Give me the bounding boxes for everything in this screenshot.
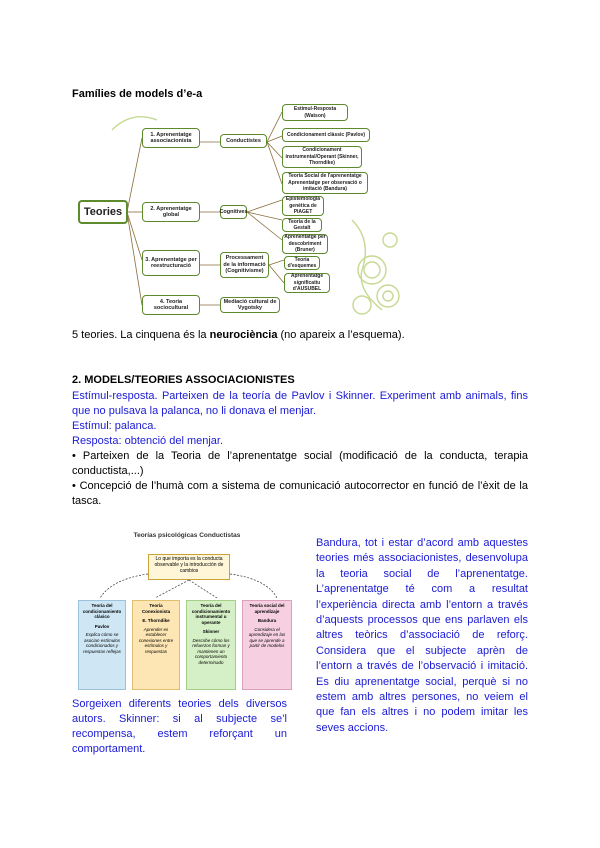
pic-col-text: Describe cómo los refuerzos forman y mantienen un comportamiento determinado xyxy=(192,637,230,665)
leaf-3: Condicionament instrumental/Operant (Skinner, Thorndike) xyxy=(282,146,362,168)
behaviorist-theories-image xyxy=(72,524,302,696)
leaf-4: Teoria Social de l'aprenentatge Aprenentatge per observació o imitació (Bandura) xyxy=(282,172,368,194)
page-heading: Famílies de models d’e-a xyxy=(72,88,203,100)
mid-2: Cognitives xyxy=(220,205,247,219)
branch-3: 3. Aprenentatge per reestructuració xyxy=(142,250,200,276)
pic-col-text: Aprender es establecer conexiones entre estímulos y respuestas xyxy=(138,626,174,654)
leaf-2: Condicionament clàssic (Pavlov) xyxy=(282,128,370,142)
pic-col-name: E. Thorndike xyxy=(142,618,170,623)
pic-col-head: Teoría social del aprendizaje xyxy=(249,603,285,614)
mid-3: Processament de la informació (Cognitivisme) xyxy=(220,252,269,278)
pic-col-name: Skinner xyxy=(202,629,220,634)
section-title: 2. MODELS/TEORIES ASSOCIACIONISTES xyxy=(72,374,295,386)
pic-col-3 xyxy=(186,600,236,690)
pic-title: Teorías psicológicas Conductistas xyxy=(133,532,241,539)
pic-col-name: Bandura xyxy=(257,618,277,623)
image-caption: Sorgeixen diferents teories dels diversos autors. Skinner: si al subjecte se’l recompensa, estem reforçant un comportament. xyxy=(72,698,287,755)
pic-col-name: Pavlov xyxy=(94,623,110,629)
caption-text: 5 teories. La cinquena és la xyxy=(72,329,210,341)
paragraph-response: Resposta: obtenció del menjar. xyxy=(72,435,224,447)
pic-col-2 xyxy=(132,600,180,690)
branch-2: 2. Aprenentatge global xyxy=(142,202,200,222)
bullet-self-correcting: • Concepció de l’humà com a sistema de comunicació autocorrector en funció de l’èxit de la tasca. xyxy=(72,480,528,507)
mid-4: Mediació cultural de Vygotsky xyxy=(220,297,280,313)
pic-col-text: Explica cómo se asocian estímulos condicionados y respuestas reflejas xyxy=(83,632,121,654)
diagram-caption xyxy=(72,329,405,341)
diagram-root: Teories xyxy=(78,200,128,224)
leaf-6: Teoria de la Gestalt xyxy=(282,218,322,232)
leaf-8: Teoria d'esquemes xyxy=(284,256,320,270)
branch-1: 1. Aprenentatge associacionista xyxy=(142,128,200,148)
pic-col-head: Teoría del condicionamiento clásico xyxy=(82,603,122,619)
pic-col-text: Considera el aprendizaje en las que se aprende a partir de modelos xyxy=(248,626,286,648)
caption-text-end: (no apareix a l’esquema). xyxy=(277,329,405,341)
bandura-paragraph: Bandura, tot i estar d’acord amb aquestes teories més associacionistes, desenvolupa la teoria social de l’aprenentatge. L’aprenentatge té com a resultat l’experiència directa amb l’entorn a través d’aquests processos que ens parlaven els altres teòrics d’associació de reforç. Considera que el subjecte aprèn de l’entorn a través de l’observació i imitació. Es diu aprenentatge social, perquè si no estem amb altres persones, no veiem el que fan els altres i no podem imitar les seves accions. xyxy=(316,537,528,734)
pic-col-4 xyxy=(242,600,292,690)
pic-center-box: Lo que importa es la conducta observable y la introducción de cambios xyxy=(148,554,230,580)
leaf-5: Epistemologia genètica de PIAGET xyxy=(282,196,324,216)
theories-diagram xyxy=(72,100,402,326)
pic-col-head: Teoría Conexionista xyxy=(141,603,171,614)
pic-col-1 xyxy=(78,600,126,690)
branch-4: 4. Teoria sociocultural xyxy=(142,295,200,315)
mid-1: Conductistes xyxy=(220,134,267,148)
leaf-1: Estímul-Resposta (Watson) xyxy=(282,104,348,121)
bullet-social-learning: • Parteixen de la Teoria de l’aprenentatge social (modificació de la conducta, terapia conductista,...) xyxy=(72,450,528,477)
paragraph-stimulus-response: Estímul-resposta. Parteixen de la teoría de Pavlov i Skinner. Experiment amb animals, fins que no pulsava la palanca, no li donava el menjar. xyxy=(72,390,528,417)
leaf-7: Aprenentatge per descobriment (Bruner) xyxy=(282,234,328,254)
caption-bold: neurociència xyxy=(209,329,278,341)
paragraph-stimulus: Estímul: palanca. xyxy=(72,420,157,432)
pic-col-head: Teoría del condicionamiento instrumental u operante xyxy=(191,603,231,625)
leaf-9: Aprenentatge significatiu d'AUSUBEL xyxy=(284,273,330,293)
